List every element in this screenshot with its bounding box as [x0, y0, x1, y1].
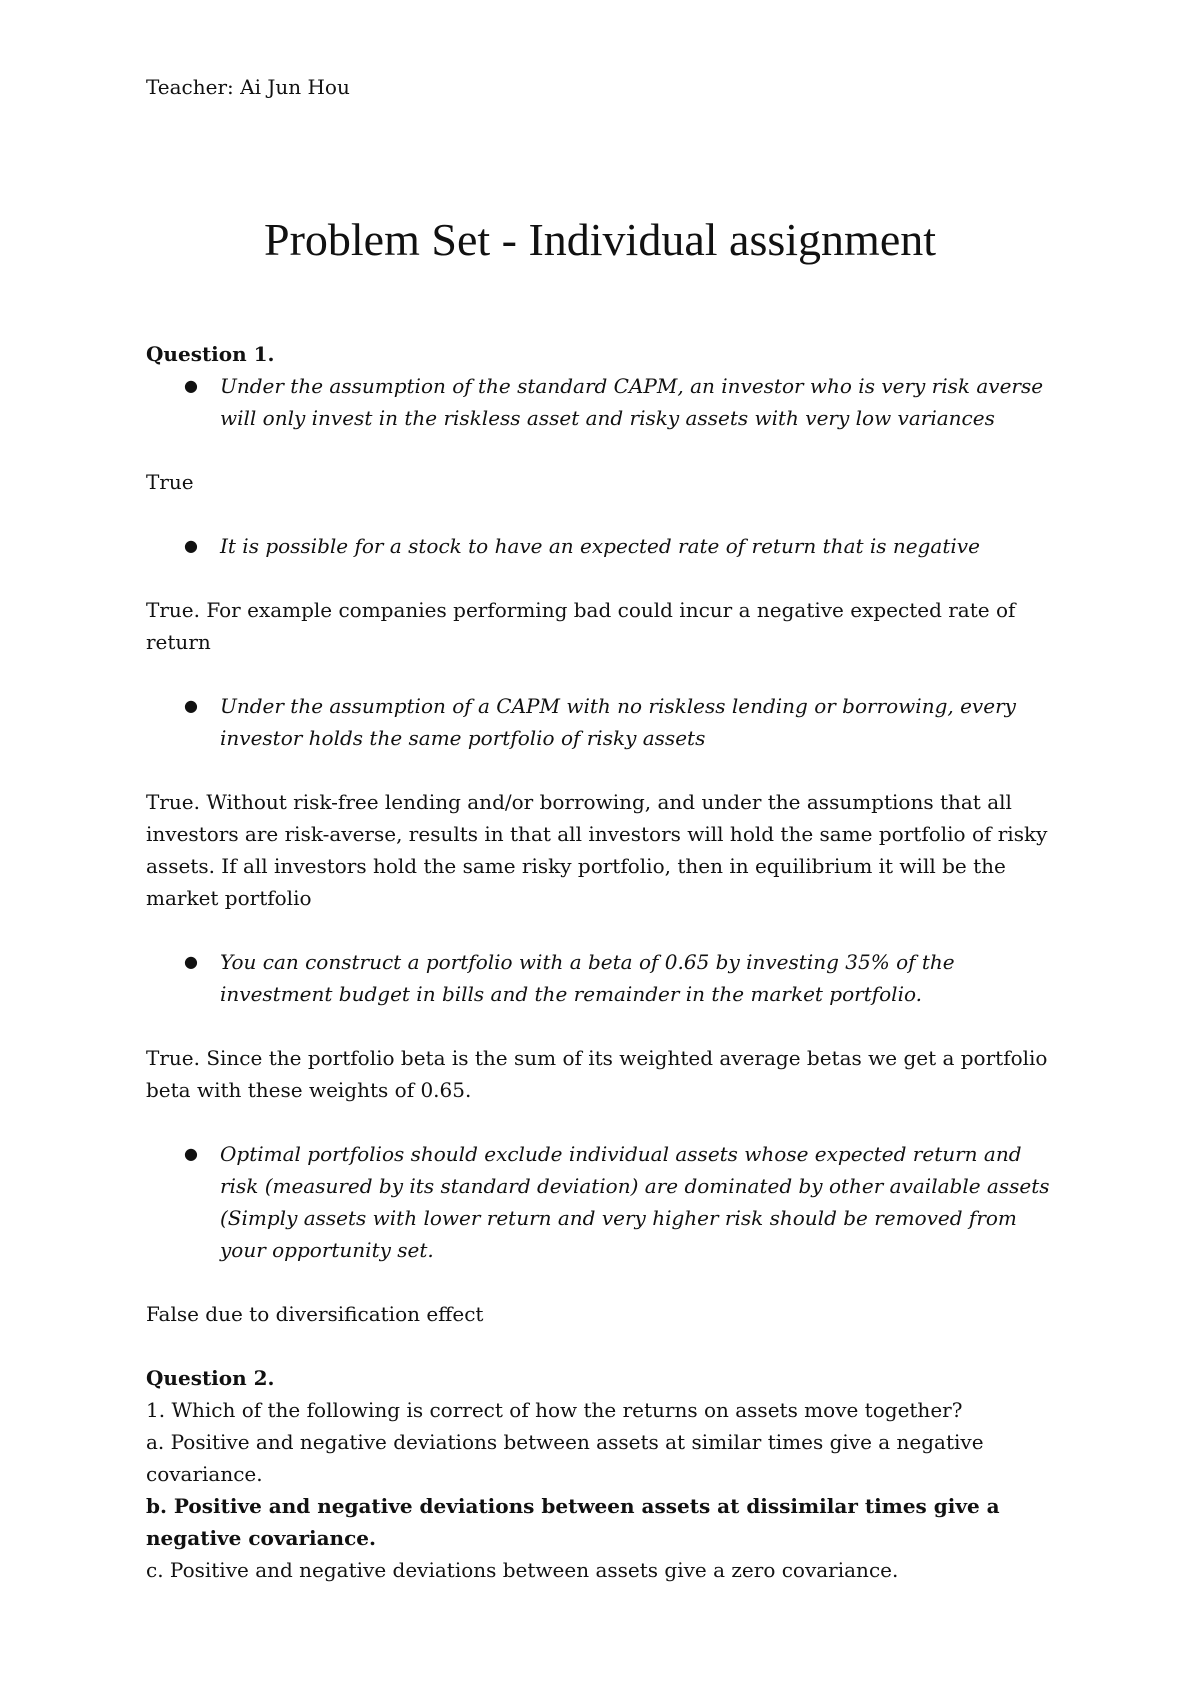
q1-statement-1: [146, 370, 1066, 434]
bullet-icon: ●: [184, 536, 198, 555]
q1-answer-1: True: [146, 470, 194, 494]
statement-text: Optimal portfolios should exclude individual assets whose expected return and risk (measured by its standard deviation) are dominated by other available assets (Simply assets with lower return and very higher risk should be removed from your opportunity set.: [220, 1142, 1050, 1262]
q1-statement-4: [146, 946, 1066, 1010]
statement-text: It is possible for a stock to have an expected rate of return that is negative: [220, 534, 980, 558]
question-1-heading: Question 1.: [146, 342, 275, 366]
q2-question: 1. Which of the following is correct of how the returns on assets move together?: [146, 1398, 963, 1422]
question-2-heading: Question 2.: [146, 1366, 275, 1390]
statement-text: You can construct a portfolio with a beta of 0.65 by investing 35% of the investment budget in bills and the remainder in the market portfolio.: [220, 950, 955, 1006]
q2-option-b: b. Positive and negative deviations between assets at dissimilar times give a negative covariance.: [146, 1494, 1000, 1550]
q1-statement-2: [146, 530, 1066, 562]
statement-text: Under the assumption of a CAPM with no riskless lending or borrowing, every investor holds the same portfolio of risky assets: [220, 694, 1016, 750]
bullet-icon: ●: [184, 952, 198, 971]
bullet-icon: ●: [184, 1144, 198, 1163]
q1-statement-3: [146, 690, 1066, 754]
bullet-icon: ●: [184, 696, 198, 715]
statement-text: Under the assumption of the standard CAPM, an investor who is very risk averse will only invest in the riskless asset and risky assets with very low variances: [220, 374, 1044, 430]
page-title: Problem Set - Individual assignment: [263, 214, 937, 265]
teacher-name: Teacher: Ai Jun Hou: [146, 75, 350, 99]
q1-answer-4: True. Since the portfolio beta is the sum of its weighted average betas we get a portfolio beta with these weights of 0.65.: [146, 1046, 1048, 1102]
q1-answer-2: True. For example companies performing bad could incur a negative expected rate of return: [146, 598, 1016, 654]
q1-answer-3: True. Without risk-free lending and/or borrowing, and under the assumptions that all investors are risk-averse, results in that all investors will hold the same portfolio of risky assets. If all investors hold the same risky portfolio, then in equilibrium it will be the market portfolio: [146, 790, 1048, 910]
document-content: [146, 338, 1066, 1586]
q1-answer-5: False due to diversification effect: [146, 1302, 484, 1326]
q1-statement-5: [146, 1138, 1066, 1266]
bullet-icon: ●: [184, 376, 198, 395]
q2-option-a: a. Positive and negative deviations between assets at similar times give a negative covariance.: [146, 1430, 984, 1486]
q2-option-c: c. Positive and negative deviations between assets give a zero covariance.: [146, 1558, 899, 1582]
